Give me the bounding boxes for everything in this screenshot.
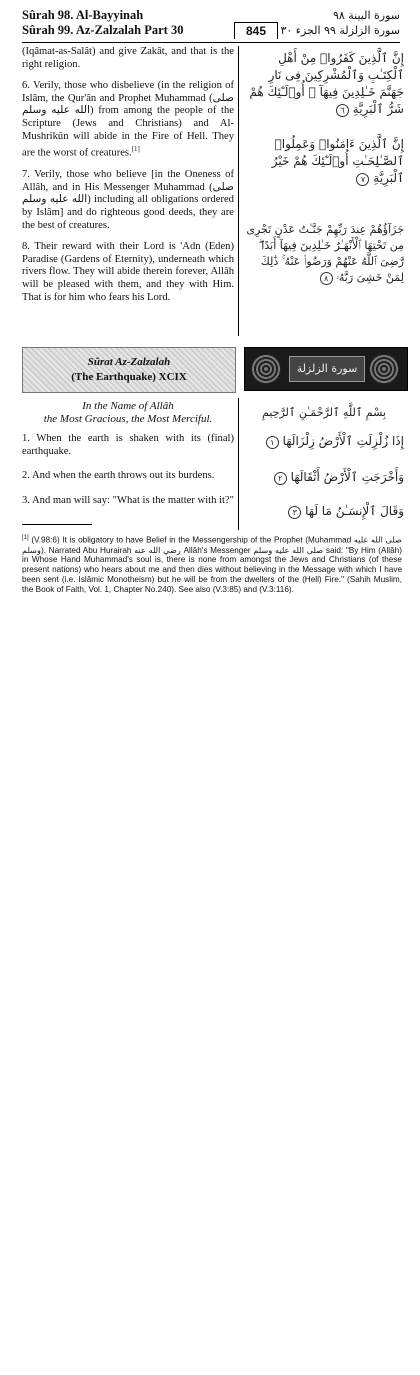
arabic-zalzalah-1-text: إِذَا زُلْزِلَتِ ٱلْأَرْضُ زِلْزَالَهَا bbox=[282, 434, 404, 448]
zalzalah-verse-3: 3. And man will say: "What is the matter with it?" bbox=[22, 494, 234, 506]
arabic-verse-7 bbox=[244, 136, 404, 187]
verse-6-text: 6. Verily, those who disbelieve (in the religion of Islâm, the Qur'ân and Prophet Muhammad (صلى الله عليه وسلم) from among the people of the Scripture (Jews and Christians) and Al-Mushrikûn will abide in the Fire of Hell. They are the worst of creatures. bbox=[22, 80, 234, 159]
ornament-right-icon bbox=[369, 354, 399, 384]
arabic-verse-6-text: إِنَّ ٱلَّذِينَ كَفَرُوا۟ مِنْ أَهْلِ ٱلْكِتَـٰبِ وَٱلْمُشْرِكِينَ فِى نَارِ جَهَنَّمَ خَـٰلِدِينَ فِيهَآ ۚ أُو۟لَـٰٓئِكَ هُمْ شَرُّ ٱلْبَرِيَّةِ bbox=[249, 51, 404, 116]
verse-number-8: ٨ bbox=[320, 272, 333, 285]
verse-7: 7. Verily, those who believe [in the Oneness of Allâh, and in His Messenger Muhammad (صلى الله عليه وسلم) including all obligations ordered by Islâm] and do righteous good deeds, they are the best of creatures. bbox=[22, 169, 234, 231]
english-column bbox=[22, 46, 234, 304]
column-divider bbox=[238, 46, 239, 336]
zalzalah-verse-1: 1. When the earth is shaken with its (final) earthquake. bbox=[22, 433, 234, 457]
verse-number-z3: ٣ bbox=[288, 506, 301, 519]
zalzalah-english bbox=[22, 433, 234, 507]
arabic-verse-8-text: جَزَآؤُهُمْ عِندَ رَبِّهِمْ جَنَّـٰتُ عَدْنٍ تَجْرِى مِن تَحْتِهَا ٱلْأَنْهَـٰرُ خَـٰلِدِينَ فِيهَآ أَبَدًا ۖ رَّضِىَ ٱللَّهُ عَنْهُمْ وَرَضُوا۟ عَنْهُ ۚ ذَٰلِكَ لِمَنْ خَشِىَ رَبَّهُۥ bbox=[246, 223, 404, 284]
arabic-zalzalah-2 bbox=[244, 469, 404, 486]
surah-banner-english bbox=[22, 347, 236, 393]
header-surah-99: Sûrah 99. Az-Zalzalah Part 30 bbox=[22, 23, 184, 37]
verse-5-continuation: (Iqâmat-as-Salât) and give Zakât, and that is the right religion. bbox=[22, 46, 234, 70]
basmala-line-1: In the Name of Allâh bbox=[82, 400, 174, 412]
verse-number-7: ٧ bbox=[356, 173, 369, 186]
arabic-zalzalah-1 bbox=[244, 433, 404, 450]
arabic-verse-7-text: إِنَّ ٱلَّذِينَ ءَامَنُوا۟ وَعَمِلُوا۟ ٱلصَّـٰلِحَـٰتِ أُو۟لَـٰٓئِكَ هُمْ خَيْرُ ٱلْبَرِيَّةِ bbox=[271, 137, 404, 185]
header-arabic-99: سورة الزلزلة ٩٩ الجزء ٣٠ bbox=[280, 24, 400, 37]
page-number: 845 bbox=[234, 22, 278, 39]
arabic-verse-8 bbox=[244, 222, 404, 286]
header-arabic-98: سورة البينة ٩٨ bbox=[332, 9, 400, 22]
page-header bbox=[22, 6, 400, 43]
surah-title: Sûrat Az-Zalzalah bbox=[87, 356, 171, 368]
arabic-zalzalah-3-text: وَقَالَ ٱلْإِنسَـٰنُ مَا لَهَا bbox=[305, 504, 404, 518]
surah-arabic-name: سورة الزلزلة bbox=[289, 356, 365, 382]
footnote-ref[interactable]: [1] bbox=[131, 145, 140, 154]
footnote bbox=[22, 534, 402, 595]
footnote-rule bbox=[22, 524, 92, 525]
verse-6 bbox=[22, 80, 234, 160]
verse-8: 8. Their reward with their Lord is 'Adn (Eden) Paradise (Gardens of Eternity), underneath which rivers flow. They will abide therein forever, Allâh will be pleased with them, and they with Him. That is for him who fears his Lord. bbox=[22, 241, 234, 303]
header-surah-98: Sûrah 98. Al-Bayyinah bbox=[22, 8, 144, 22]
footnote-text: (V.98:6) It is obligatory to have Belief in the Messengership of the Prophet (Muhammad صلى الله عليه وسلم). Narrated Abu Hurairah رضي الله عنه Allâh's Messenger صلى الله عليه وسلم said: "By Him (Allâh) in Whose Hand Muhammad's soul is, there is none from amongst the Jews and Christians (of these present nations) who hears about me and then dies without believing in the Message with which I have been sent (i.e. Islâmic Monotheism) but he will be from the dwellers of the (Hell) Fire." (Sahih Muslim, the Book of Faith, Vol. 1, Chapter No.240). See also (V.3:85) and (V.3:116). bbox=[22, 535, 402, 594]
arabic-zalzalah-2-text: وَأَخْرَجَتِ ٱلْأَرْضُ أَثْقَالَهَا bbox=[290, 470, 404, 484]
arabic-zalzalah-3 bbox=[244, 503, 404, 520]
verse-number-z2: ٢ bbox=[274, 472, 287, 485]
surah-subtitle: (The Earthquake) XCIX bbox=[71, 371, 187, 383]
verse-number-z1: ١ bbox=[266, 436, 279, 449]
surah-banner-arabic bbox=[244, 347, 408, 391]
footnote-marker: [1] bbox=[22, 535, 29, 541]
basmala-arabic: بِسْمِ ٱللَّهِ ٱلرَّحْمَـٰنِ ٱلرَّحِيمِ bbox=[262, 406, 386, 419]
basmala-english bbox=[22, 400, 234, 426]
basmala-line-2: the Most Gracious, the Most Merciful. bbox=[43, 413, 213, 425]
arabic-verse-6 bbox=[244, 50, 404, 118]
column-divider-lower bbox=[238, 398, 239, 530]
verse-number-6: ٦ bbox=[336, 104, 349, 117]
ornament-left-icon bbox=[251, 354, 281, 384]
zalzalah-verse-2: 2. And when the earth throws out its burdens. bbox=[22, 470, 215, 482]
